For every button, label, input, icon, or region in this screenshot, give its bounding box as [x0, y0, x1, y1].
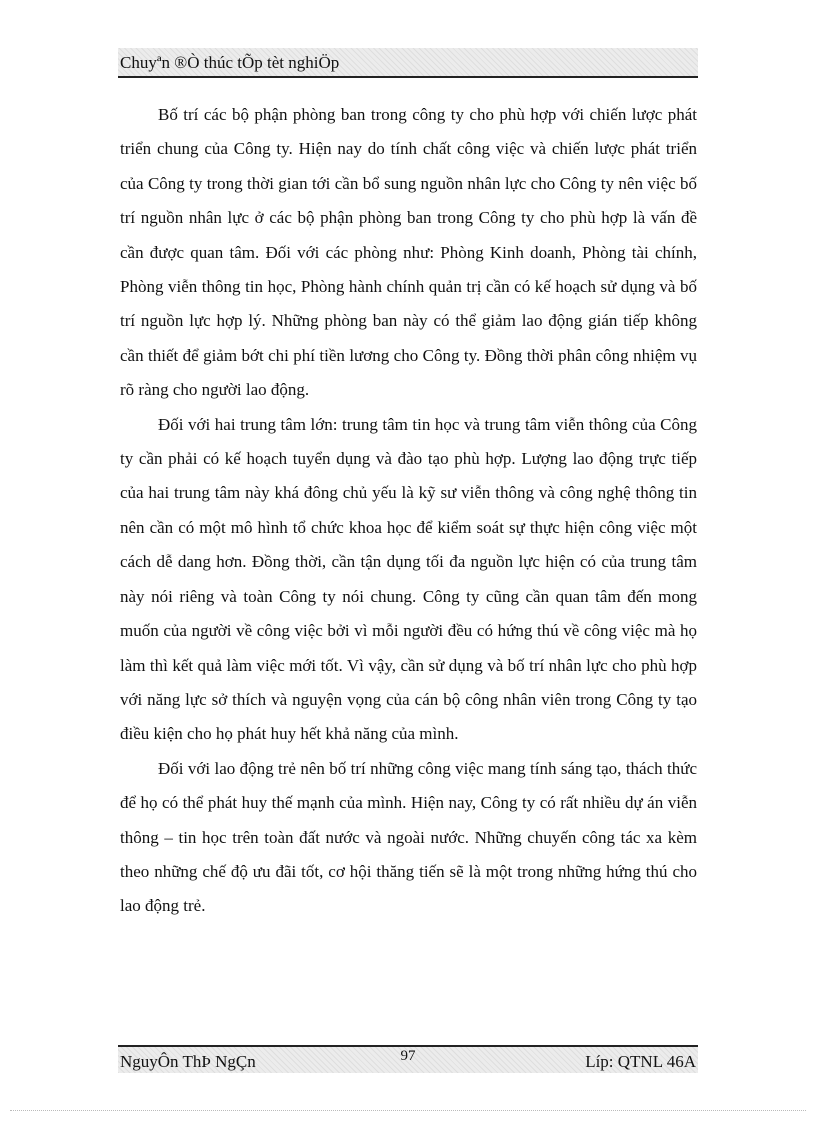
page-header [118, 48, 698, 78]
paragraph-2: Đối với hai trung tâm lớn: trung tâm tin học và trung tâm viễn thông của Công ty cần phải có kế hoạch tuyển dụng và đào tạo phù hợp. Lượng lao động trực tiếp của hai trung tâm này khá đông chủ yếu là kỹ sư viễn thông và công nghệ thông tin nên cần có một mô hình tổ chức khoa học để kiểm soát sự thực hiện công việc một cách dễ dang hơn. Đồng thời, cần tận dụng tối đa nguồn lực hiện có của trung tâm này nói riêng và toàn Công ty nói chung. Công ty cũng cần quan tâm đến mong muốn của người về công việc bởi vì mỗi người đều có hứng thú về công việc mà họ làm thì kết quả làm việc mới tốt. Vì vậy, cần sử dụng và bố trí nhân lực cho phù hợp với năng lực sở thích và nguyện vọng của cán bộ công nhân viên trong Công ty tạo điều kiện cho họ phát huy hết khả năng của mình. [120, 414, 697, 744]
paragraph-3: Đối với lao động trẻ nên bố trí những công việc mang tính sáng tạo, thách thức để họ có thể phát huy thế mạnh của mình. Hiện nay, Công ty có rất nhiều dự án viễn thông – tin học trên toàn đất nước và ngoài nước. Những chuyến công tác xa kèm theo những chế độ ưu đãi tốt, cơ hội thăng tiến sẽ là một trong những hứng thú cho lao động trẻ. [120, 758, 697, 916]
bottom-dotted-rule [10, 1110, 806, 1111]
footer-class-label: Líp: QTNL 46A [585, 1052, 696, 1071]
page-number: 97 [400, 1048, 416, 1064]
document-body [120, 98, 697, 924]
header-title: Chuyªn ®Ò thúc tÕp tèt nghiÖp [120, 53, 340, 72]
page-footer [118, 1045, 698, 1073]
paragraph-1: Bố trí các bộ phận phòng ban trong công ty cho phù hợp với chiến lược phát triển chung của Công ty. Hiện nay do tính chất công việc và chiến lược phát triển của Công ty trong thời gian tới cần bổ sung nguồn nhân lực cho Công ty nên việc bố trí nguồn nhân lực ở các bộ phận phòng ban trong Công ty cho phù hợp là vấn đề cần được quan tâm. Đối với các phòng như: Phòng Kinh doanh, Phòng tài chính, Phòng viễn thông tin học, Phòng hành chính quản trị cần có kế hoạch sử dụng và bố trí nguồn lực hợp lý. Những phòng ban này có thể giảm lao động gián tiếp không cần thiết để giảm bớt chi phí tiền lương cho Công ty. Đồng thời phân công nhiệm vụ rõ ràng cho người lao động. [120, 105, 697, 400]
footer-author: NguyÔn ThÞ NgÇn [120, 1052, 256, 1071]
